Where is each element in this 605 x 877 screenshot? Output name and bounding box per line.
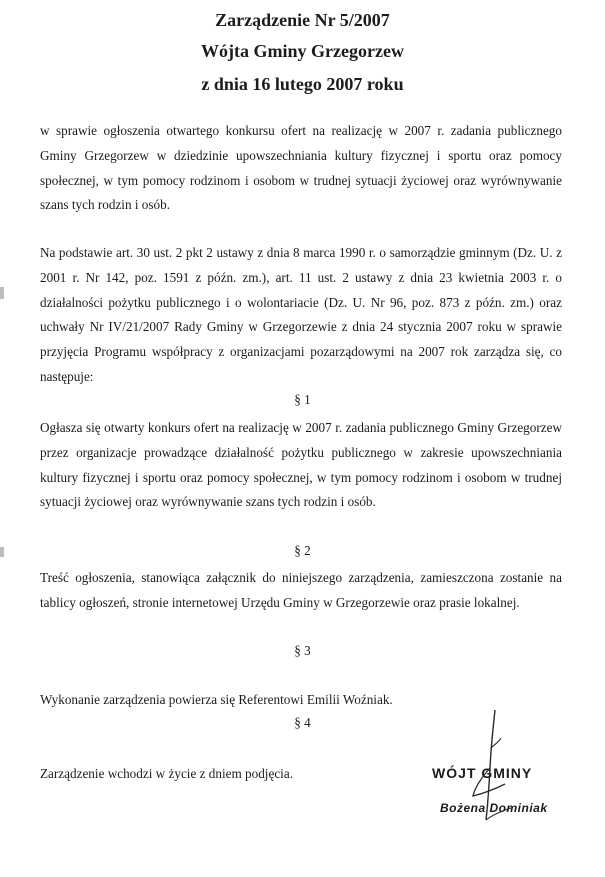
section-3-mark: § 3	[294, 643, 311, 658]
handwritten-signature	[455, 708, 525, 828]
stamp-name: Bożena Dominiak	[440, 801, 548, 815]
section-4-mark: § 4	[294, 715, 311, 730]
scan-edge-mark	[0, 547, 4, 557]
subject-paragraph: w sprawie ogłoszenia otwartego konkursu ofert na realizację w 2007 r. zadania publicznego Gminy Grzegorzew w dziedzinie upowszechniania kultury fizycznej i sportu oraz pomocy społecznej, w tym pomocy rodzinom i osobom w trudnej sytuacji życiowej oraz wyrównywanie szans tych rodzin i osób.	[40, 123, 562, 213]
scan-edge-mark	[0, 287, 4, 299]
section-3-text: Wykonanie zarządzenia powierza się Referentowi Emilii Woźniak.	[40, 692, 393, 707]
section-4-text: Zarządzenie wchodzi w życie z dniem podjęcia.	[40, 766, 293, 781]
section-2-mark: § 2	[294, 543, 311, 558]
section-2-text: Treść ogłoszenia, stanowiąca załącznik do niniejszego zarządzenia, zamieszczona zostanie na tablicy ogłoszeń, stronie internetowej Urzędu Gminy w Grzegorzewie oraz prasie lokalnej.	[40, 570, 562, 610]
section-1-mark: § 1	[294, 392, 311, 407]
stamp-title: WÓJT GMINY	[432, 765, 533, 781]
document-date: z dnia 16 lutego 2007 roku	[201, 74, 404, 94]
section-1-text: Ogłasza się otwarty konkurs ofert na realizację w 2007 r. zadania publicznego Gminy Grzegorzew przez organizacje prowadzące działalność pożytku publicznego w zakresie upowszechniania kultury fizycznej i sportu oraz pomocy społecznej, w tym pomocy rodzinom i osobom w trudnej sytuacji życiowej oraz wyrównywanie szans tych rodzin i osób.	[40, 420, 562, 510]
document-issuer: Wójta Gminy Grzegorzew	[201, 41, 404, 61]
document-title: Zarządzenie Nr 5/2007	[215, 10, 390, 30]
legal-basis-paragraph: Na podstawie art. 30 ust. 2 pkt 2 ustawy z dnia 8 marca 1990 r. o samorządzie gminnym (Dz. U. z 2001 r. Nr 142, poz. 1591 z późn. zm.), art. 11 ust. 2 ustawy z dnia 23 kwietnia 2003 r. o działalności pożytku publicznego i o wolontariacie (Dz. U. Nr 96, poz. 873 z późn. zm.) oraz uchwały Nr IV/21/2007 Rady Gminy w Grzegorzewie z dnia 24 stycznia 2007 roku w sprawie przyjęcia Programu współpracy z organizacjami pozarządowymi na 2007 rok zarządza się, co następuje:	[40, 245, 562, 384]
